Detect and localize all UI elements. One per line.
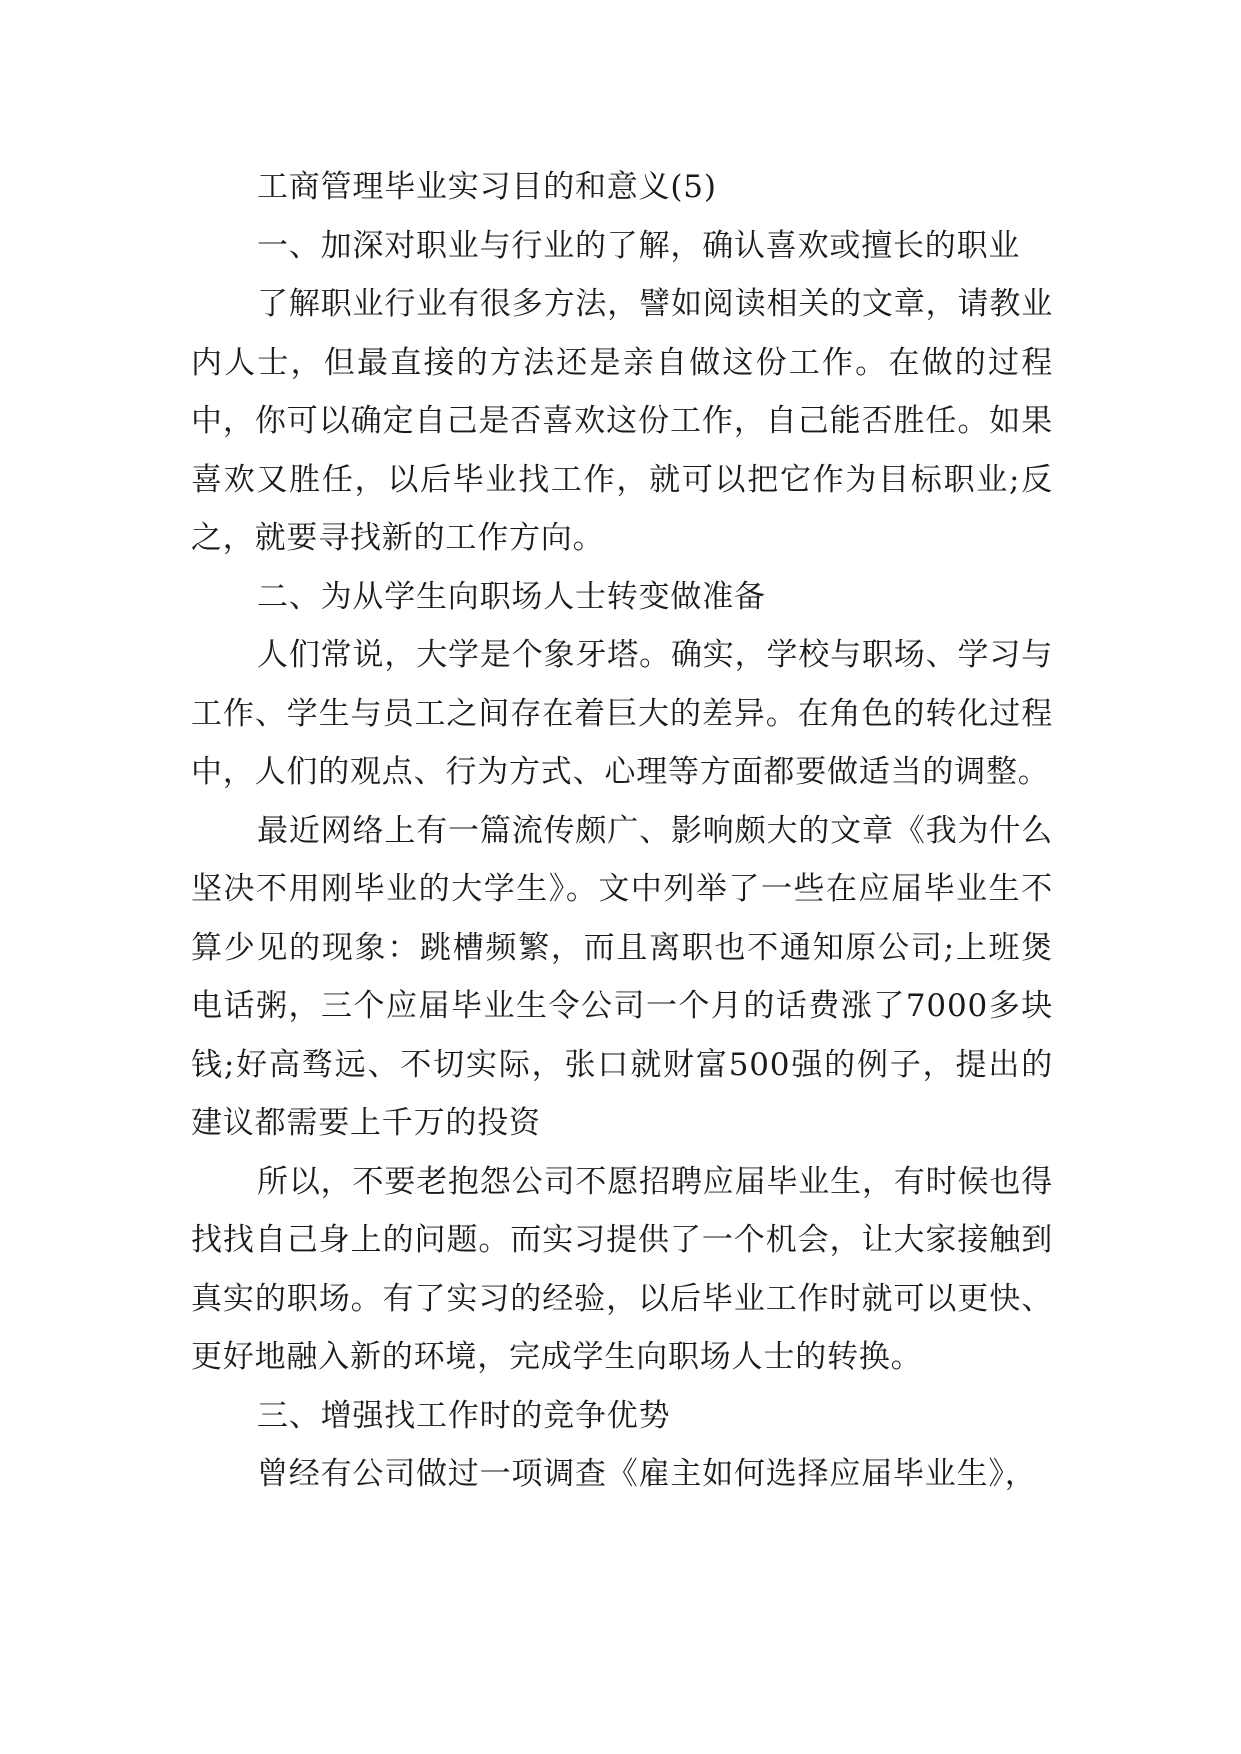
- section-heading-1: 一、加深对职业与行业的了解，确认喜欢或擅长的职业: [257, 227, 1021, 264]
- document-title: 工商管理毕业实习目的和意义(5): [257, 169, 717, 205]
- body-paragraph-2: 人们常说，大学是个象牙塔。确实，学校与职场、学习与工作、学生与员工之间存在着巨大的差异。在角色的转化过程中，人们的观点、行为方式、心理等方面都要做适当的调整。: [191, 637, 1053, 790]
- body-paragraph-5: 曾经有公司做过一项调查《雇主如何选择应届毕业生》，: [257, 1456, 1037, 1492]
- section-heading-2: 二、为从学生向职场人士转变做准备: [257, 578, 766, 615]
- body-paragraph-4: 所以，不要老抱怨公司不愿招聘应届毕业生，有时候也得找找自己身上的问题。而实习提供了一个机会，让大家接触到真实的职场。有了实习的经验，以后毕业工作时就可以更快、更好地融入新的环境，完成学生向职场人士的转换。: [191, 1163, 1053, 1375]
- document-body: [191, 158, 1053, 1504]
- body-paragraph-1: 了解职业行业有很多方法，譬如阅读相关的文章，请教业内人士，但最直接的方法还是亲自做这份工作。在做的过程中，你可以确定自己是否喜欢这份工作，自己能否胜任。如果喜欢又胜任，以后毕业找工作，就可以把它作为目标职业;反之，就要寻找新的工作方向。: [191, 286, 1053, 556]
- section-heading-3: 三、增强找工作时的竞争优势: [257, 1397, 671, 1434]
- body-paragraph-3: 最近网络上有一篇流传颇广、影响颇大的文章《我为什么坚决不用刚毕业的大学生》。文中列举了一些在应届毕业生不算少见的现象：跳槽频繁，而且离职也不通知原公司;上班煲电话粥，三个应届毕业生令公司一个月的话费涨了7000多块钱;好高骛远、不切实际，张口就财富500强的例子，提出的建议都需要上千万的投资: [191, 812, 1053, 1141]
